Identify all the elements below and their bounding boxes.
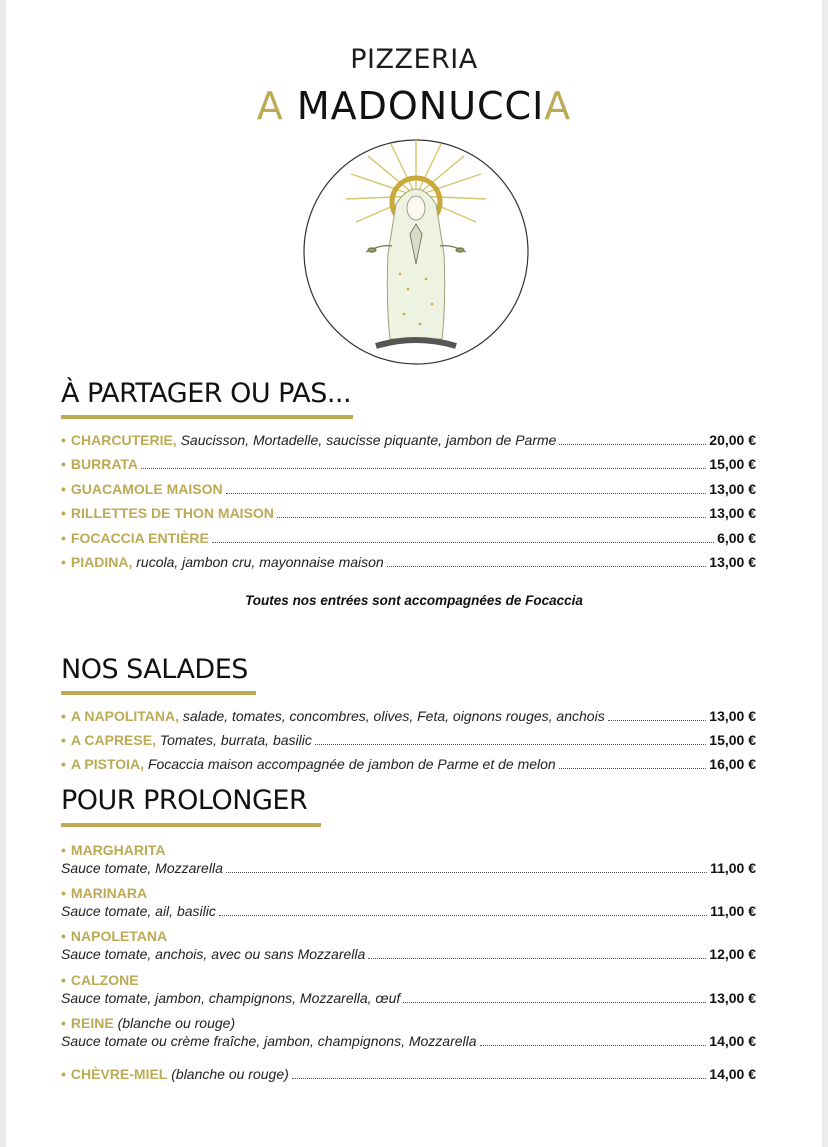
section-underline (61, 823, 321, 827)
restaurant-name (6, 84, 822, 128)
section-title-salads: NOS SALADES (61, 654, 248, 685)
menu-item: • GUACAMOLE MAISON 13,00 € (61, 481, 756, 497)
menu-item: • FOCACCIA ENTIÈRE 6,00 € (61, 530, 756, 546)
section-title-share: À PARTAGER OU PAS... (61, 378, 352, 409)
pizzeria-label: PIZZERIA (350, 44, 478, 75)
madonna-illustration-icon (296, 134, 536, 374)
menu-item: • RILLETTES DE THON MAISON 13,00 € (61, 505, 756, 521)
menu-item: • A CAPRESE, Tomates, burrata, basilic 15,00 € (61, 732, 756, 748)
menu-item: • A NAPOLITANA, salade, tomates, concombres, olives, Feta, oignons rouges, anchois 13,00 € (61, 708, 756, 724)
menu-item: • NAPOLETANA Sauce tomate, anchois, avec ou sans Mozzarella 12,00 € (61, 928, 756, 962)
menu-item: • CHARCUTERIE, Saucisson, Mortadelle, saucisse piquante, jambon de Parme 20,00 € (61, 432, 756, 448)
menu-item: • A PISTOIA, Focaccia maison accompagnée de jambon de Parme et de melon 16,00 € (61, 756, 756, 772)
section-underline (61, 415, 353, 419)
name-suffix: A (544, 84, 572, 128)
menu-item: • MARINARA Sauce tomate, ail, basilic 11,00 € (61, 885, 756, 919)
name-prefix: A (256, 84, 284, 128)
menu-item: • PIADINA, rucola, jambon cru, mayonnaise maison 13,00 € (61, 554, 756, 570)
menu-item: • BURRATA 15,00 € (61, 456, 756, 472)
menu-item: • REINE (blanche ou rouge) Sauce tomate ou crème fraîche, jambon, champignons, Mozzarella 14,00 € (61, 1015, 756, 1049)
section-underline (61, 691, 256, 695)
menu-page (6, 0, 822, 1147)
name-main: MADONUCCI (296, 84, 545, 128)
menu-item: • CALZONE Sauce tomate, jambon, champignons, Mozzarella, œuf 13,00 € (61, 972, 756, 1006)
menu-item: • MARGHARITA Sauce tomate, Mozzarella 11,00 € (61, 842, 756, 876)
starters-note: Toutes nos entrées sont accompagnées de Focaccia (245, 593, 583, 608)
menu-item: • CHÈVRE-MIEL (blanche ou rouge) 14,00 € (61, 1066, 756, 1082)
section-title-pizzas: POUR PROLONGER (61, 785, 308, 816)
